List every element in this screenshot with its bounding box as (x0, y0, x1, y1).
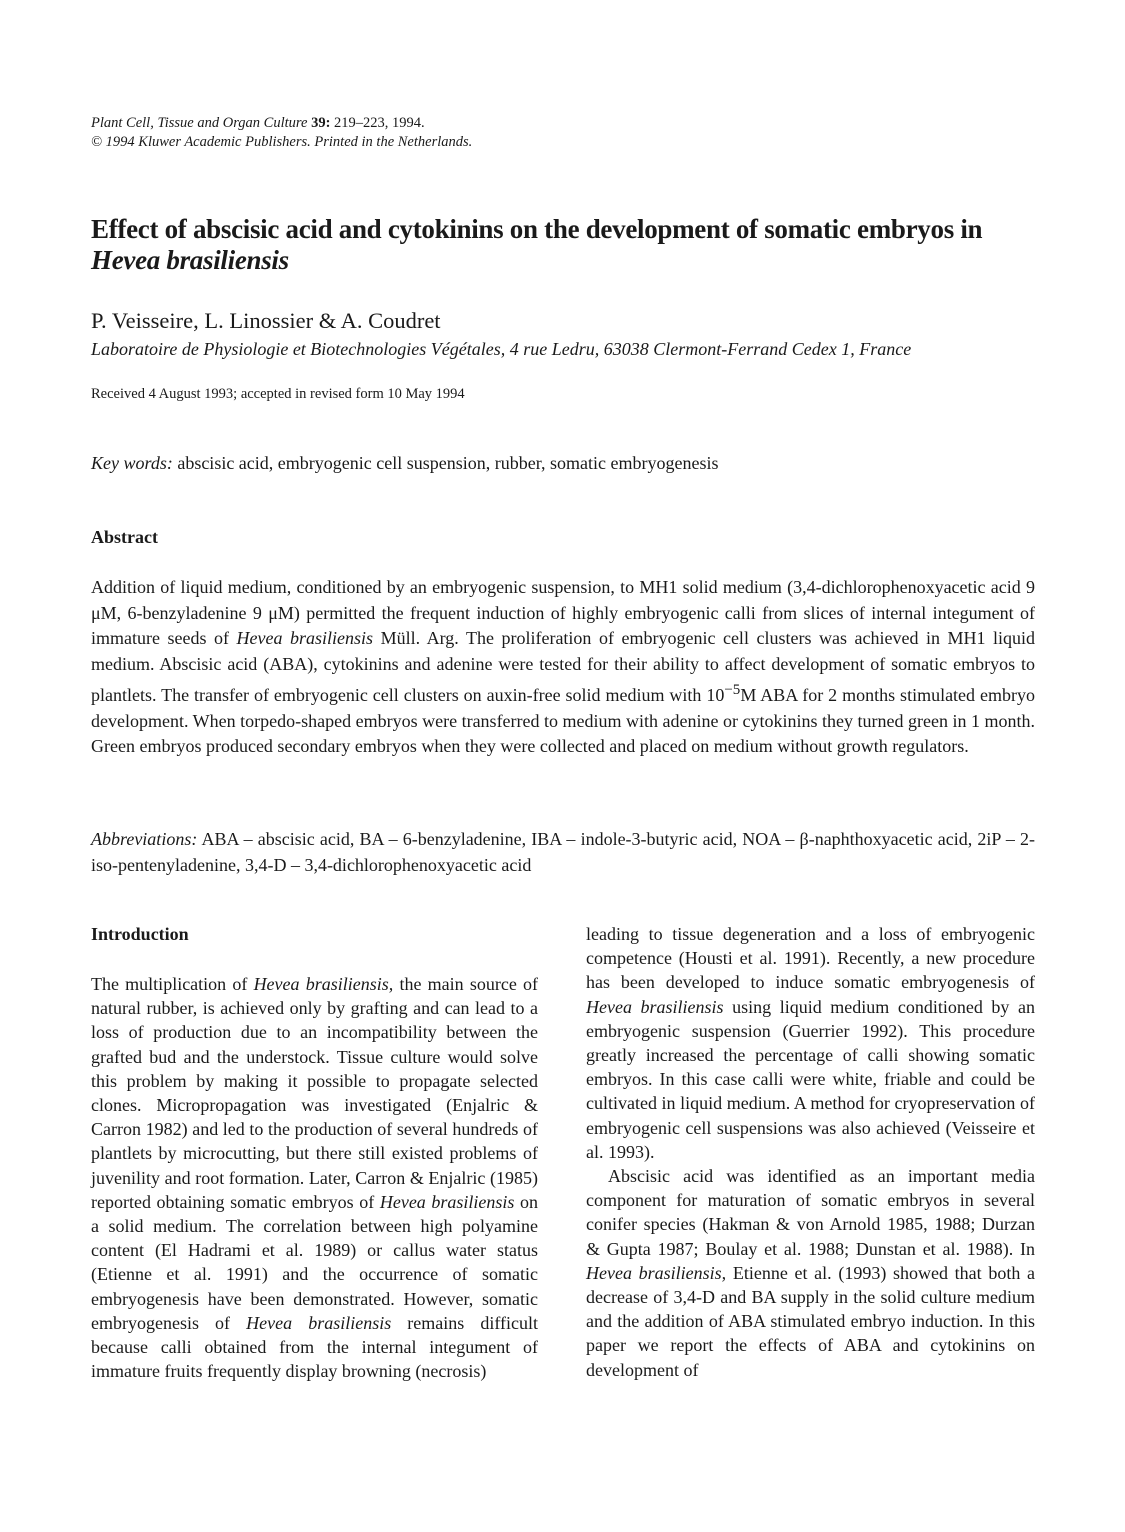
abstract-body (91, 575, 1035, 760)
abstract-exponent: −5 (724, 681, 741, 698)
introduction-left-column (91, 972, 538, 1383)
intro-right-text-4: Etienne et al. (1993) showed that both a decrease of 3,4-D and BA supply in the solid culture medium and the addition of ABA stimulated embryo induction. In this paper we report the effects of ABA and cytokinins on development of (586, 1262, 1036, 1380)
intro-left-text-4: remains difficult because calli obtained from the internal integument of immature fruits frequently display browning (necrosis) (91, 1312, 539, 1382)
journal-copyright: © 1994 Kluwer Academic Publishers. Printed in the Netherlands. (91, 133, 473, 150)
intro-left-species-2: Hevea brasiliensis (379, 1191, 515, 1212)
introduction-heading: Introduction (91, 924, 189, 944)
intro-right-text-1: leading to tissue degeneration and a loss of embryogenic competence (Housti et al. 1991). Recently, a new procedure has been developed to induce somatic embryogenesis of (586, 924, 1035, 993)
paper-title-species: Hevea brasiliensis (91, 245, 289, 275)
intro-right-species-1: Hevea brasiliensis (586, 996, 724, 1017)
affiliation: Laboratoire de Physiologie et Biotechnologies Végétales, 4 rue Ledru, 63038 Clermont-Ferrand Cedex 1, France (91, 339, 912, 359)
intro-left-text-1: The multiplication of (91, 974, 254, 994)
abstract-text-3: M ABA for 2 months stimulated embryo development. When torpedo-shaped embryos were transferred to medium with adenine or cytokinins they turned green in 1 month. Green embryos produced secondary embryos when they were collected and placed on medium without growth regulators. (91, 684, 1035, 757)
paper-title (91, 214, 1051, 276)
paper-title-text: Effect of abscisic acid and cytokinins on the development of somatic embryos in (91, 214, 983, 244)
journal-volume: 39: (311, 115, 331, 131)
abstract-heading: Abstract (91, 527, 158, 547)
intro-right-paragraph-2 (586, 1164, 1035, 1382)
author-list: P. Veisseire, L. Linossier & A. Coudret (91, 308, 441, 333)
abbreviations-label: Abbreviations: (91, 829, 198, 849)
intro-right-species-2: Hevea brasiliensis, (586, 1262, 727, 1283)
intro-left-species-3: Hevea brasiliensis (246, 1312, 392, 1333)
journal-pages: 219–223, 1994. (334, 115, 425, 131)
journal-citation (91, 114, 472, 133)
intro-left-text-3: on a solid medium. The correlation between high polyamine content (El Hadrami et al. 1989) or callus water status (Etienne et al. 1991) and the occurrence of somatic embryogenesis have been demonstrated. However, somatic embryogenesis of (91, 1191, 538, 1333)
abstract-species: Hevea brasiliensis (236, 628, 374, 649)
abstract-text-2: Müll. Arg. The proliferation of embryogenic cell clusters was achieved in MH1 liquid medium. Abscisic acid (ABA), cytokinins and adenine were tested for their ability to affect development of somatic embryos to plantlets. The transfer of embryogenic cell clusters on auxin-free solid medium with 10 (91, 628, 1036, 705)
intro-left-text-2: the main source of natural rubber, is achieved only by grafting and can lead to a loss of production due to an incompatibility between the grafted bud and the understock. Tissue culture would solve this problem by making it possible to propagate selected clones. Micropropagation was investigated (Enjalric & Carron 1982) and led to the production of several hundreds of plantlets by microcutting, but there still existed problems of juvenility and root formation. Later, Carron & Enjalric (1985) reported obtaining somatic embryos of (91, 974, 538, 1212)
keywords-text: abscisic acid, embryogenic cell suspension, rubber, somatic embryogenesis (172, 453, 719, 473)
abbreviations-text: ABA – abscisic acid, BA – 6-benzyladenine, IBA – indole-3-butyric acid, NOA – β-naphthoxyacetic acid, 2iP – 2-iso-pentenyladenine, 3,4-D – 3,4-dichlorophenoxyacetic acid (91, 829, 1035, 875)
introduction-right-column (586, 922, 1035, 1382)
journal-name: Plant Cell, Tissue and Organ Culture (91, 115, 308, 131)
received-dates: Received 4 August 1993; accepted in revised form 10 May 1994 (91, 386, 465, 402)
journal-header (91, 114, 472, 151)
abstract-text-1: Addition of liquid medium, conditioned by an embryogenic suspension, to MH1 solid medium (3,4-dichlorophenoxyacetic acid 9 μM, 6-benzyladenine 9 μM) permitted the frequent induction of highly embryogenic calli from slices of internal integument of immature seeds of (91, 577, 1035, 649)
keywords (91, 452, 718, 474)
intro-right-paragraph-1 (586, 922, 1035, 1164)
intro-right-text-2: using liquid medium conditioned by an embryogenic suspension (Guerrier 1992). This procedure greatly increased the percentage of calli showing somatic embryos. In this case calli were white, friable and could be cultivated in liquid medium. A method for cryopreservation of embryogenic cell suspensions was also achieved (Veisseire et al. 1993). (586, 996, 1035, 1162)
intro-left-species-1: Hevea brasiliensis, (253, 974, 394, 994)
abbreviations (91, 826, 1035, 878)
keywords-label: Key words: (91, 453, 173, 473)
intro-right-text-3: Abscisic acid was identified as an important media component for maturation of somatic embryos in several conifer species (Hakman & von Arnold 1985, 1988; Durzan & Gupta 1987; Boulay et al. 1988; Dunstan et al. 1988). In (586, 1166, 1035, 1259)
